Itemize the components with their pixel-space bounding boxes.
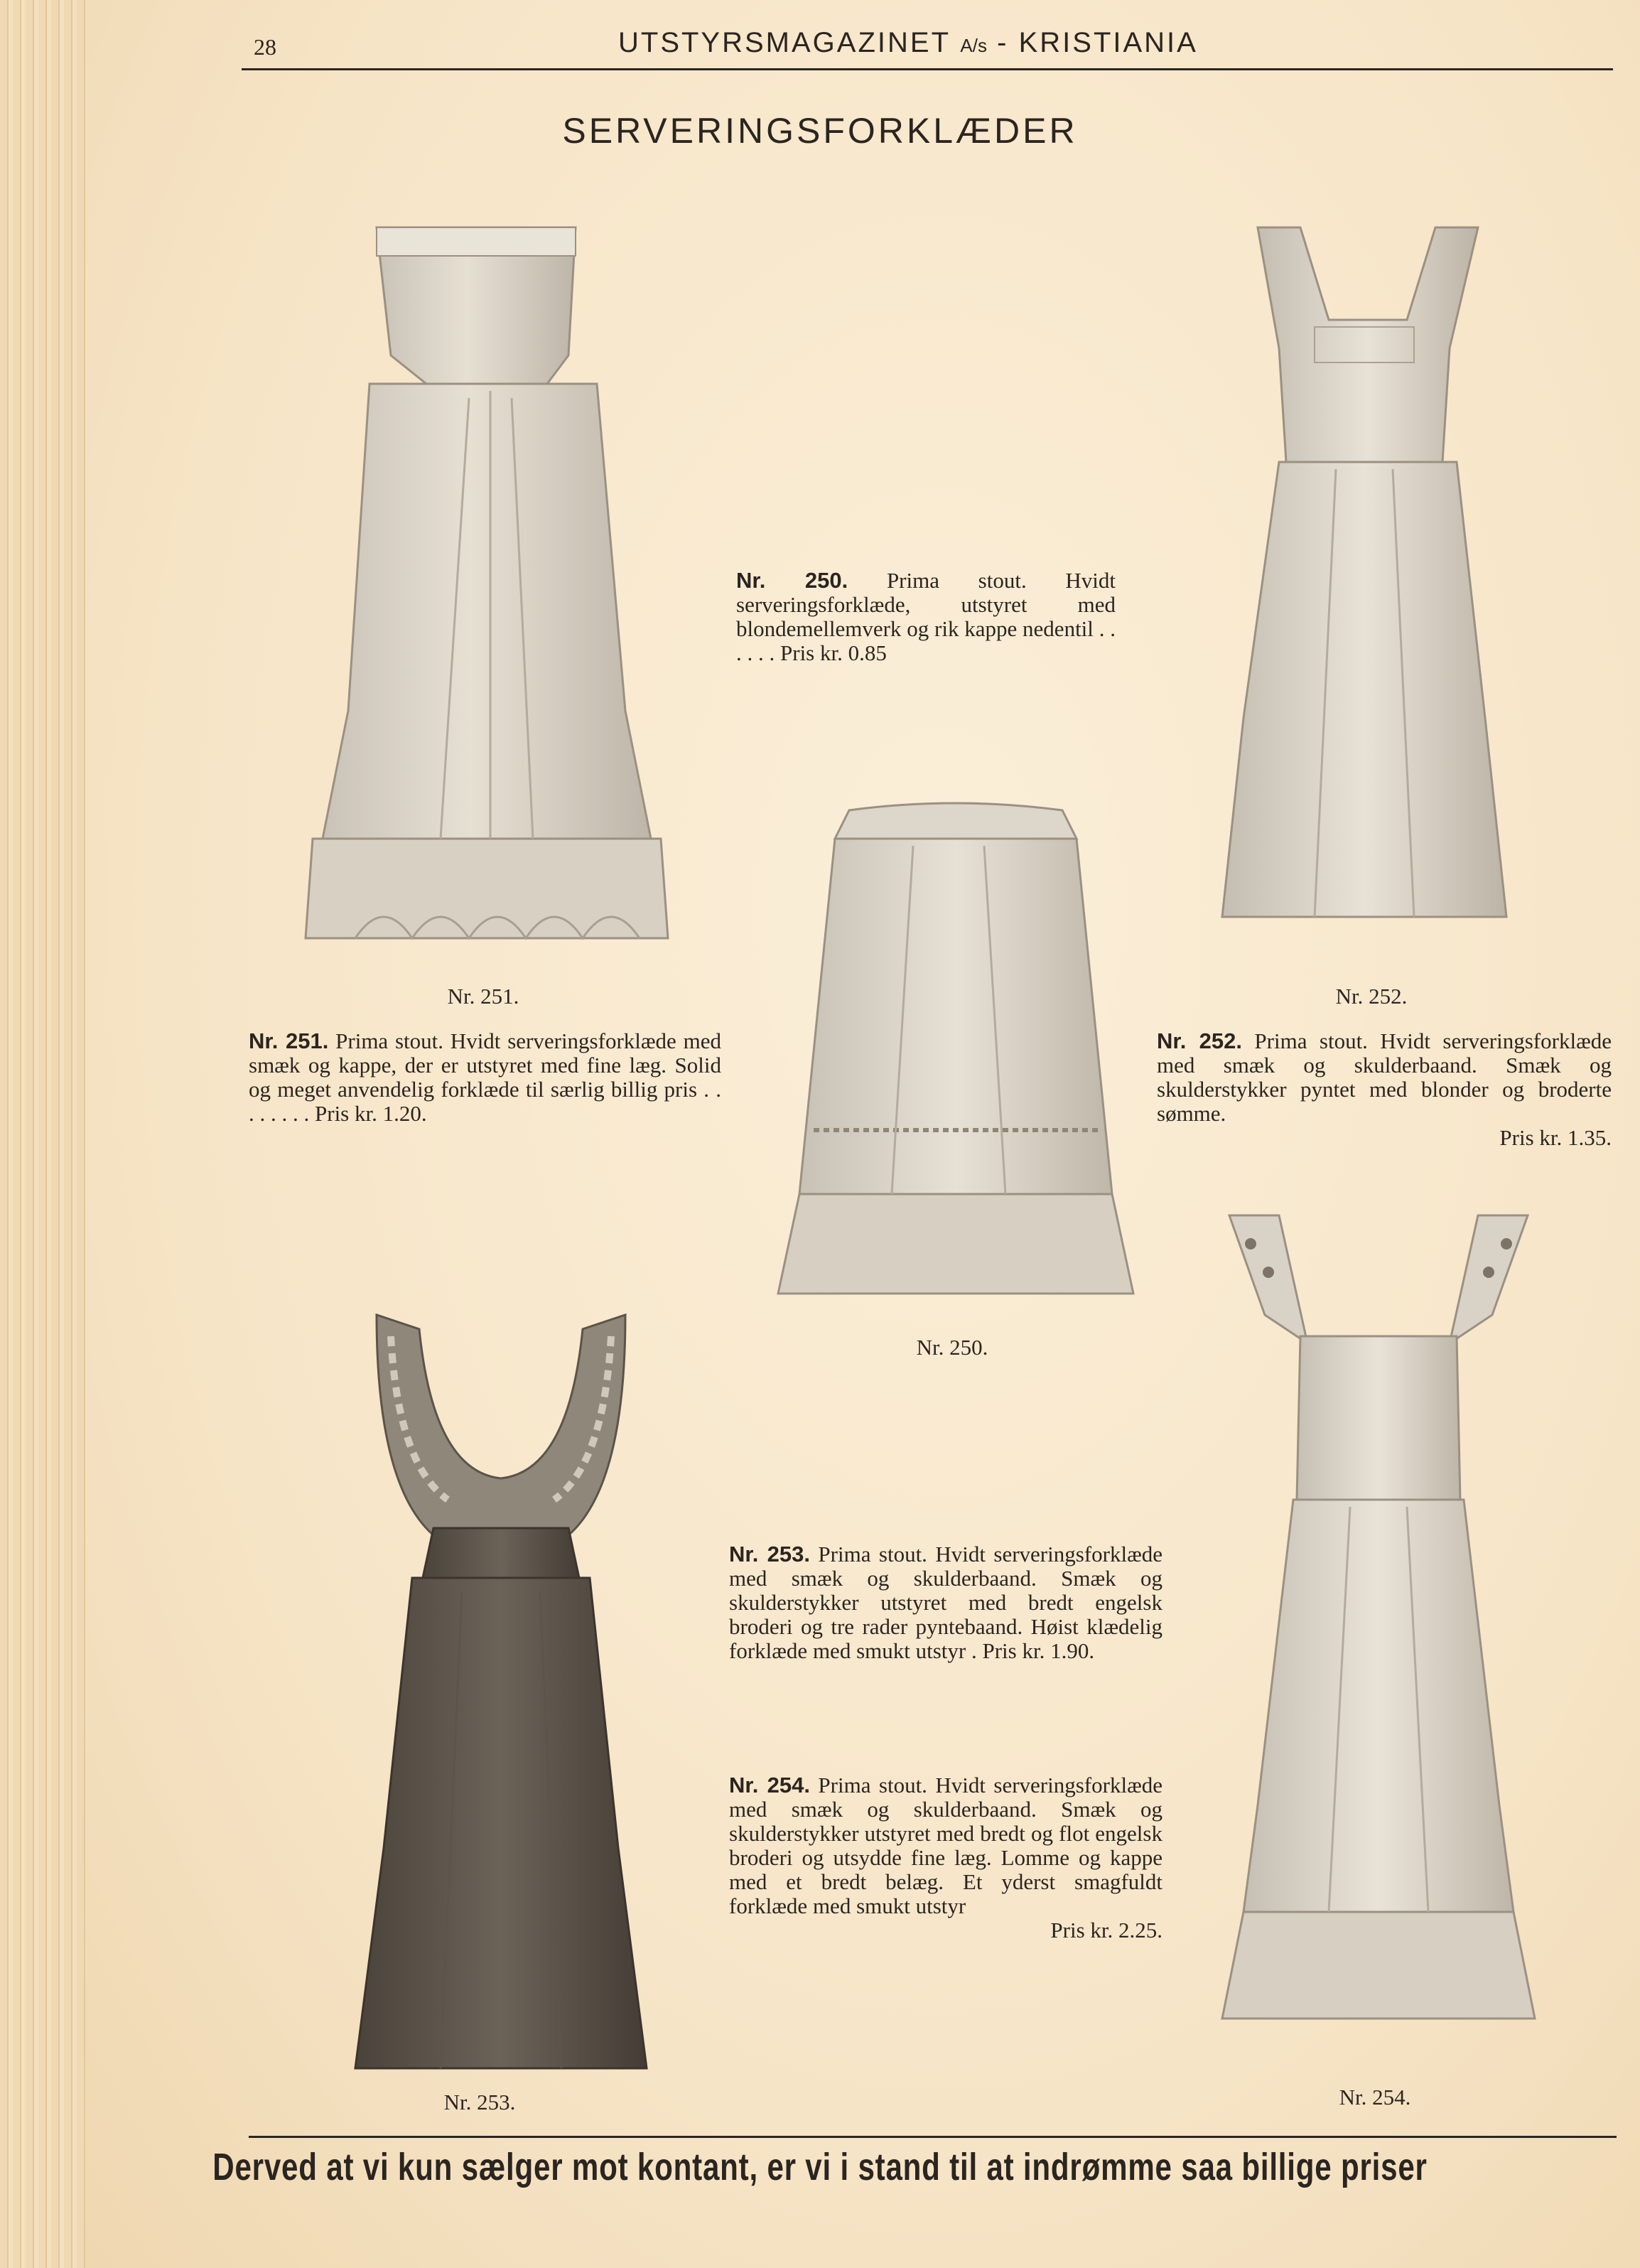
apron-251-image	[298, 213, 675, 967]
figure-label-253: Nr. 253.	[443, 2090, 516, 2114]
description-250	[736, 569, 1116, 665]
header-separator: -	[997, 27, 1009, 58]
page-header	[618, 27, 1198, 59]
header-rule	[242, 68, 1613, 70]
product-number-253: Nr. 253.	[729, 1542, 810, 1566]
product-number-252: Nr. 252.	[1157, 1028, 1242, 1053]
apron-254-image	[1215, 1201, 1542, 2033]
footer-rule	[249, 2136, 1617, 2138]
product-text-250: Prima stout. Hvidt serveringsforklæde, utstyret med blondemellemverk og rik kappe nedentil . . . . . . Pris kr. 0.85	[736, 568, 1116, 665]
description-251	[249, 1029, 721, 1126]
product-price-252: Pris kr. 1.35.	[1499, 1125, 1612, 1150]
section-title: SERVERINGSFORKLÆDER	[562, 111, 1078, 151]
product-price-254: Pris kr. 2.25.	[1050, 1918, 1162, 1942]
figure-label-252: Nr. 252.	[1335, 984, 1408, 1009]
figure-label-254: Nr. 254.	[1339, 2085, 1411, 2110]
product-text-253: Prima stout. Hvidt serveringsforklæde med smæk og skulderbaand. Smæk og skulderstykker utstyret med bredt engelsk broderi og tre rader pyntebaand. Høist klædelig forklæde med smukt utstyr . Pris kr. 1.90.	[729, 1542, 1162, 1663]
figure-label-251: Nr. 251.	[447, 984, 519, 1009]
footer-slogan: Derved at vi kun sælger mot kontant, er vi i stand til at indrømme saa billige priser	[212, 2146, 1428, 2188]
product-number-251: Nr. 251.	[249, 1028, 329, 1053]
apron-252-image	[1208, 220, 1521, 931]
product-number-250: Nr. 250.	[736, 568, 848, 593]
product-number-254: Nr. 254.	[729, 1773, 810, 1797]
city-name: KRISTIANIA	[1018, 27, 1198, 58]
apron-253-image	[334, 1308, 668, 2082]
description-252	[1157, 1029, 1612, 1150]
description-253	[729, 1542, 1162, 1663]
company-suffix: A/s	[960, 35, 987, 56]
page-number: 28	[254, 34, 276, 60]
product-text-252: Prima stout. Hvidt serveringsforklæde med smæk og skulderbaand. Smæk og skulderstykker pyntet med blonder og broderte sømme.	[1157, 1028, 1612, 1126]
apron-250-image	[771, 796, 1140, 1322]
product-text-254: Prima stout. Hvidt serveringsforklæde med smæk og skulderbaand. Smæk og skulderstykker utstyret med bredt og flot engelsk broderi og utsydde fine læg. Lomme og kappe med et bredt belæg. Et yderst smagfuldt forklæde med smukt utstyr	[729, 1773, 1162, 1918]
publisher-name: UTSTYRSMAGAZINET	[618, 27, 951, 58]
description-254	[729, 1773, 1162, 1942]
product-text-251: Prima stout. Hvidt serveringsforklæde med smæk og kappe, der er utstyret med fine læg. Solid og meget anvendelig forklæde til særlig billig pris . . . . . . . . Pris kr. 1.20.	[249, 1028, 721, 1126]
figure-label-250: Nr. 250.	[916, 1335, 988, 1360]
